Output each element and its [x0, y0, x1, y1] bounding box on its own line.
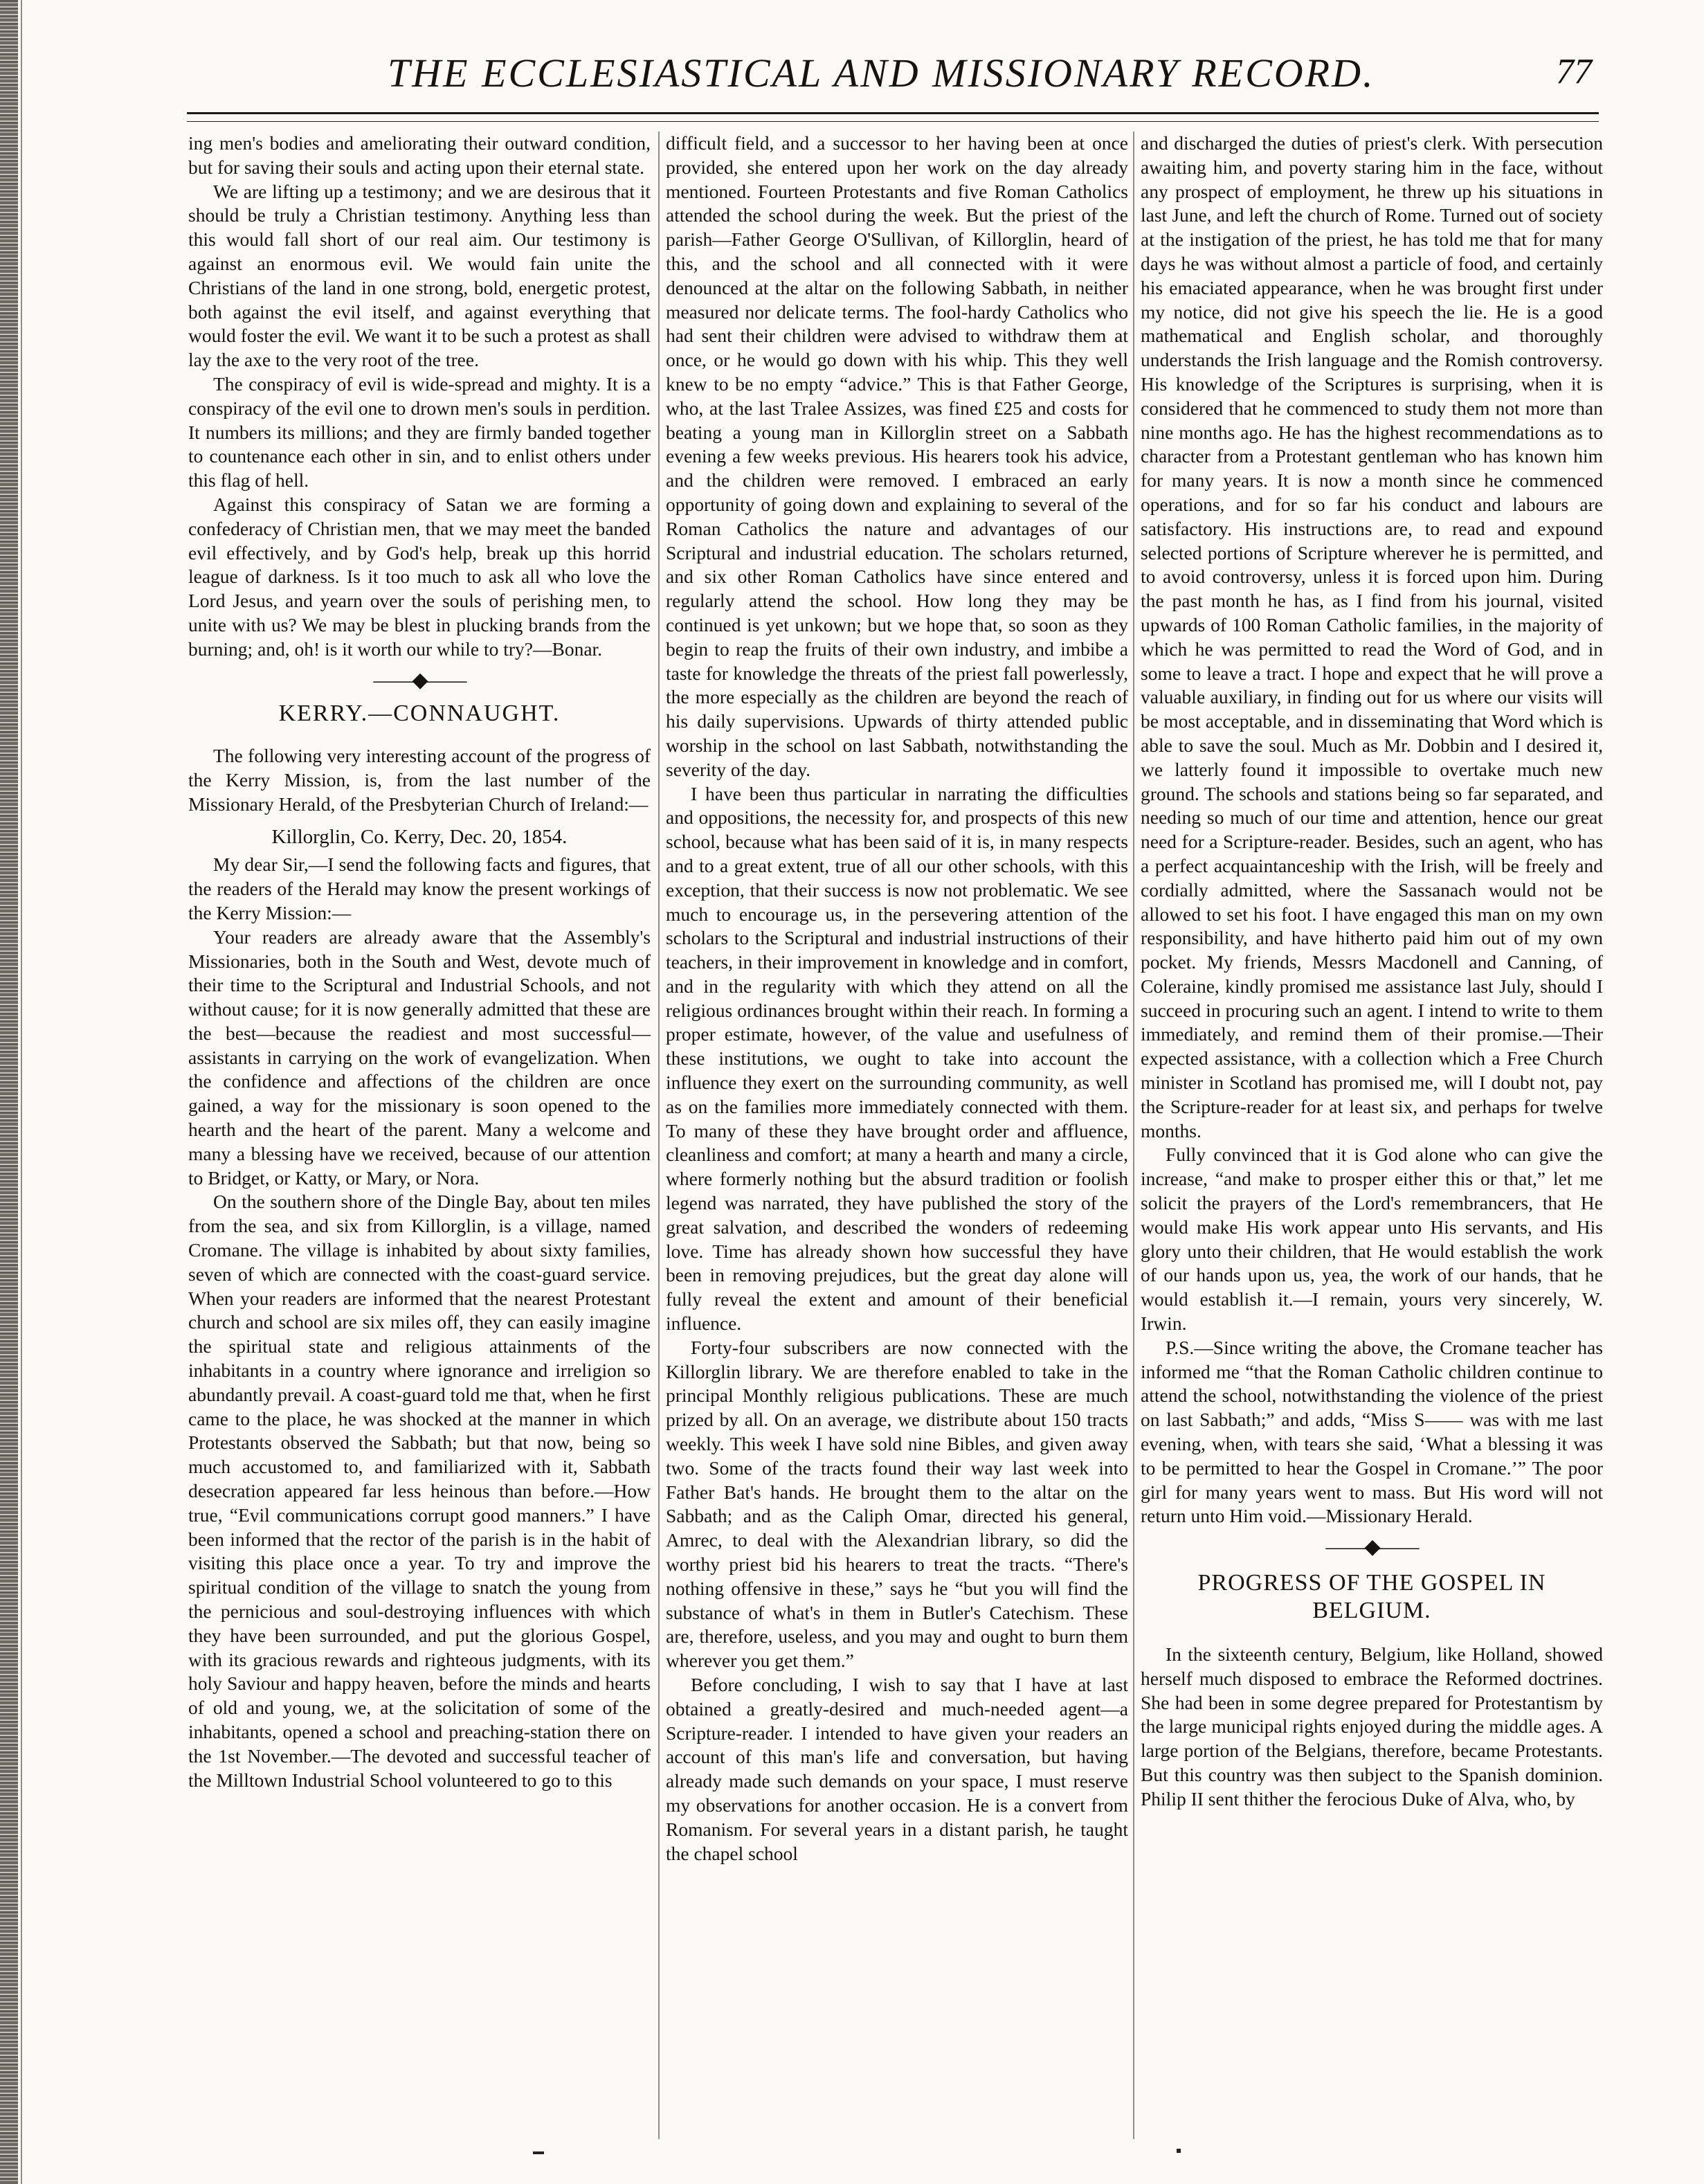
paragraph: In the sixteenth century, Belgium, like Holland, showed herself much disposed to embrace the Reformed doctrines. She had been in some degree prepared for Protestantism by the large municipal rights enjoyed during the middle ages. A large portion of the Belgians, therefore, became Protestants. But this country was then subject to the Spanish dominion. Philip II sent thither the ferocious Duke of Alva, who, by [1141, 1643, 1603, 1810]
paragraph: Your readers are already aware that the Assembly's Missionaries, both in the South and West, devote much of their time to the Scriptural and Industrial Schools, and not without cause; for it is now generally admitted that these are the best—because the readiest and most successful—assistants in carrying on the work of evangelization. When the confidence and affections of the children are once gained, a way for the missionary is soon opened to the hearth and the heart of the parent. Many a welcome and many a blessing have we received, because of our attention to Bridget, or Katty, or Mary, or Nora. [188, 926, 651, 1189]
paragraph: We are lifting up a testimony; and we are desirous that it should be truly a Christian testimony. Anything less than this would fall short of our real aim. Our testimony is against an enormous evil. We would fain unite the Christians of the land in one strong, bold, energetic protest, both against the evil itself, and against everything that would foster the evil. We want it to be such a protest as shall lay the axe to the very root of the tree. [188, 180, 651, 371]
column-2 [666, 132, 1128, 2146]
column-divider-1 [658, 132, 660, 2139]
section-ornament: ——◆—— [373, 668, 466, 692]
section-ornament: ——◆—— [1325, 1535, 1418, 1559]
binding-rule [21, 0, 22, 2184]
paragraph-intro: The following very interesting account of the progress of the Kerry Mission, is, from the last number of the Missionary Herald, of the Presbyterian Church of Ireland:— [188, 745, 651, 815]
section-title-belgium: PROGRESS OF THE GOSPEL IN BELGIUM. [1197, 1570, 1546, 1624]
section-title-kerry: KERRY.—CONNAUGHT. [278, 701, 561, 727]
letter-dateline: Killorglin, Co. Kerry, Dec. 20, 1854. [271, 825, 568, 848]
paragraph: The conspiracy of evil is wide-spread and mighty. It is a conspiracy of the evil one to drown men's souls in perdition. It numbers its millions; and they are firmly banded together to countenance each other in sin, and to enlist others under this flag of hell. [188, 372, 651, 491]
print-speck [1177, 2149, 1181, 2153]
paragraph: Before concluding, I wish to say that I have at last obtained a greatly-desired and much-needed agent—a Scripture-reader. I intended to have given your readers an account of this man's life and conversation, but having already made such demands on your space, I must reserve my observations for another occasion. He is a convert from Romanism. For several years in a distant parish, he taught the chapel school [666, 1674, 1128, 1864]
paragraph: Forty-four subscribers are now connected with the Killorglin library. We are therefore enabled to take in the principal Monthly religious publications. These are much prized by all. On an average, we distribute about 150 tracts weekly. This week I have sold nine Bibles, and given away two. Some of the tracts found their way last week into Father Bat's hands. He brought them to the altar on the Sabbath; and as the Caliph Omar, directed his general, Amrec, to deal with the Alexandrian library, so did the worthy priest bid his hearers to treat the tracts. “There's nothing offensive in these,” says he “but you will find the substance of what's in them in Butler's Catechism. These are, therefore, useless, and you may and ought to burn them wherever you get them.” [666, 1336, 1128, 1672]
column-3 [1141, 132, 1603, 2146]
print-speck [533, 2151, 544, 2154]
paragraph: ing men's bodies and ameliorating their outward condition, but for saving their souls and acting upon their eternal state. [188, 132, 651, 178]
header-rule [187, 112, 1599, 122]
paragraph: and discharged the duties of priest's clerk. With persecution awaiting him, and poverty staring him in the face, without any prospect of employment, he threw up his situations in last June, and left the church of Rome. Turned out of society at the instigation of the priest, he has told me that for many days he was without almost a particle of food, and certainly his emaciated appearance, when he was brought first under my notice, did not give his speech the lie. He is a good mathematical and English scholar, and thoroughly understands the Irish language and the Romish controversy. His knowledge of the Scriptures is surprising, when it is considered that he commenced to study them not more than nine months ago. He has the highest recommendations as to character from a Protestant gentleman who has known him for many years. It is now a month since he commenced operations, and for so far his conduct and labours are satisfactory. His instructions are, to read and expound selected portions of Scripture wherever he is permitted, and to avoid controversy, unless it is forced upon him. During the past month he has, as I find from his journal, visited upwards of 100 Roman Catholic families, in the majority of which he was permitted to read the Word of God, and in some to leave a tract. I hope and expect that he will prove a valuable auxiliary, in finding out for us where our visits will be most acceptable, and in disseminating that Word which is able to save the soul. Much as Mr. Dobbin and I desired it, we latterly found it impossible to overtake much new ground. The schools and stations being so far separated, and needing so much of our time and attention, hence our great need for a Scripture-reader. Besides, such an agent, who has a perfect acquaintanceship with the Irish, will be freely and cordially admitted, where the Sassanach would not be allowed to set his foot. I have engaged this man on my own responsibility, and have hitherto paid him out of my own pocket. My friends, Messrs Macdonell and Canning, of Coleraine, kindly promised me assistance last July, should I succeed in procuring such an agent. I intend to write to them immediately, and remind them of their promise.—Their expected assistance, with a collection which a Free Church minister in Scotland has promised me, will I doubt not, pay the Scripture-reader for at least six, and perhaps for twelve months. [1141, 132, 1603, 1141]
paragraph: Fully convinced that it is God alone who can give the increase, “and make to prosper either this or that,” let me solicit the prayers of the Lord's remembrancers, that He would make His work appear unto His servants, and His glory unto their children, that He would establish the work of our hands upon us, yea, the work of our hands, that he would establish it.—I remain, yours very sincerely, W. Irwin. [1141, 1144, 1603, 1335]
paragraph: Against this conspiracy of Satan we are forming a confederacy of Christian men, that we may meet the banded evil effectively, and by God's help, break up this horrid league of darkness. Is it too much to ask all who love the Lord Jesus, and yearn over the souls of perishing men, to unite with us? We may be blest in plucking brands from the burning; and, oh! is it worth our while to try?—Bonar. [188, 493, 651, 660]
paragraph: difficult field, and a successor to her having been at once provided, she entered upon her work on the day already mentioned. Fourteen Protestants and five Roman Catholics attended the school during the week. But the priest of the parish—Father George O'Sullivan, of Killorglin, heard of this, and the school and all connected with it were denounced at the altar on the following Sabbath, in neither measured nor delicate terms. The fool-hardy Catholics who had sent their children were advised to withdraw them at once, or he would go down with his whip. This they well knew to be no empty “advice.” This is that Father George, who, at the last Tralee Assizes, was fined £25 and costs for beating a young man in Killorglin street on a Sabbath evening a few weeks previous. His hearers took his advice, and the children were removed. I embraced an early opportunity of going down and explaining to several of the Roman Catholics the nature and advantages of our Scriptural and industrial education. The scholars returned, and six other Roman Catholics have since entered and regularly attend the school. How long they may be continued is yet unkown; but we hope that, so soon as they begin to reap the fruits of their own industry, and imbibe a taste for knowledge the threats of the priest fall powerlessly, the more especially as the children are beyond the reach of his daily supervisions. Upwards of thirty attended public worship in the school on last Sabbath, notwithstanding the severity of the day. [666, 132, 1128, 780]
running-head-title: THE ECCLESIASTICAL AND MISSIONARY RECORD. [388, 51, 1375, 96]
page-number: 77 [1556, 52, 1592, 91]
column-1 [188, 132, 651, 2146]
paragraph: I have been thus particular in narrating the difficulties and oppositions, the necessity for, and prospects of this new school, because what has been said of it is, in many respects and to a great extent, true of all our other schools, with this exception, that their success is now not problematic. We see much to encourage us, in the persevering attention of the scholars to the Scriptural and industrial instructions of their teachers, in their improvement in knowledge and in comfort, and in the regularity with which they attend on all the religious ordinances brought within their reach. In forming a proper estimate, however, of the value and usefulness of these institutions, we ought to take into account the influence they exert on the surrounding community, as well as on the families more immediately connected with them. To many of these they have brought order and affluence, cleanliness and comfort; at many a hearth and many a circle, where formerly nothing but the absurd tradition or foolish legend was narrated, they have published the story of the great salvation, and described the wonders of redeeming love. Time has already shown how successful they have been in removing prejudices, but the great day alone will fully reveal the extent and amount of their beneficial influence. [666, 782, 1128, 1335]
column-divider-2 [1133, 132, 1134, 2139]
paragraph: On the southern shore of the Dingle Bay, about ten miles from the sea, and six from Killorglin, is a village, named Cromane. The village is inhabited by about sixty families, seven of which are connected with the coast-guard service. When your readers are informed that the nearest Protestant church and school are six miles off, they can easily imagine the spiritual state and religious attainments of the inhabitants in a country where ignorance and irreligion so abundantly prevail. A coast-guard told me that, when he first came to the place, he was shocked at the manner in which Protestants observed the Sabbath; but that now, being so much accustomed to, and familiarized with it, Sabbath desecration appeared far less heinous than before.—How true, “Evil communications corrupt good manners.” I have been informed that the rector of the parish is in the habit of visiting this place once a year. To try and improve the spiritual condition of the village to snatch the young from the pernicious and soul-destroying influences with which they have been surrounded, and put the glorious Gospel, with its gracious rewards and righteous judgments, with its holy Saviour and happy heaven, before the minds and hearts of old and young, we, at the solicitation of some of the inhabitants, opened a school and preaching-station there on the 1st November.—The devoted and successful teacher of the Milltown Industrial School volunteered to go to this [188, 1191, 651, 1791]
page-binding-edge [0, 0, 18, 2184]
paragraph-postscript: P.S.—Since writing the above, the Cromane teacher has informed me “that the Roman Catholic children continue to attend the school, notwithstanding the violence of the priest on last Sabbath;” and adds, “Miss S—— was with me last evening, when, with tears she said, ‘What a blessing it was to be permitted to hear the Gospel in Cromane.’” The poor girl for many years went to mass. But His word will not return unto Him void.—Missionary Herald. [1141, 1336, 1603, 1527]
paragraph: My dear Sir,—I send the following facts and figures, that the readers of the Herald may know the present workings of the Kerry Mission:— [188, 854, 651, 923]
